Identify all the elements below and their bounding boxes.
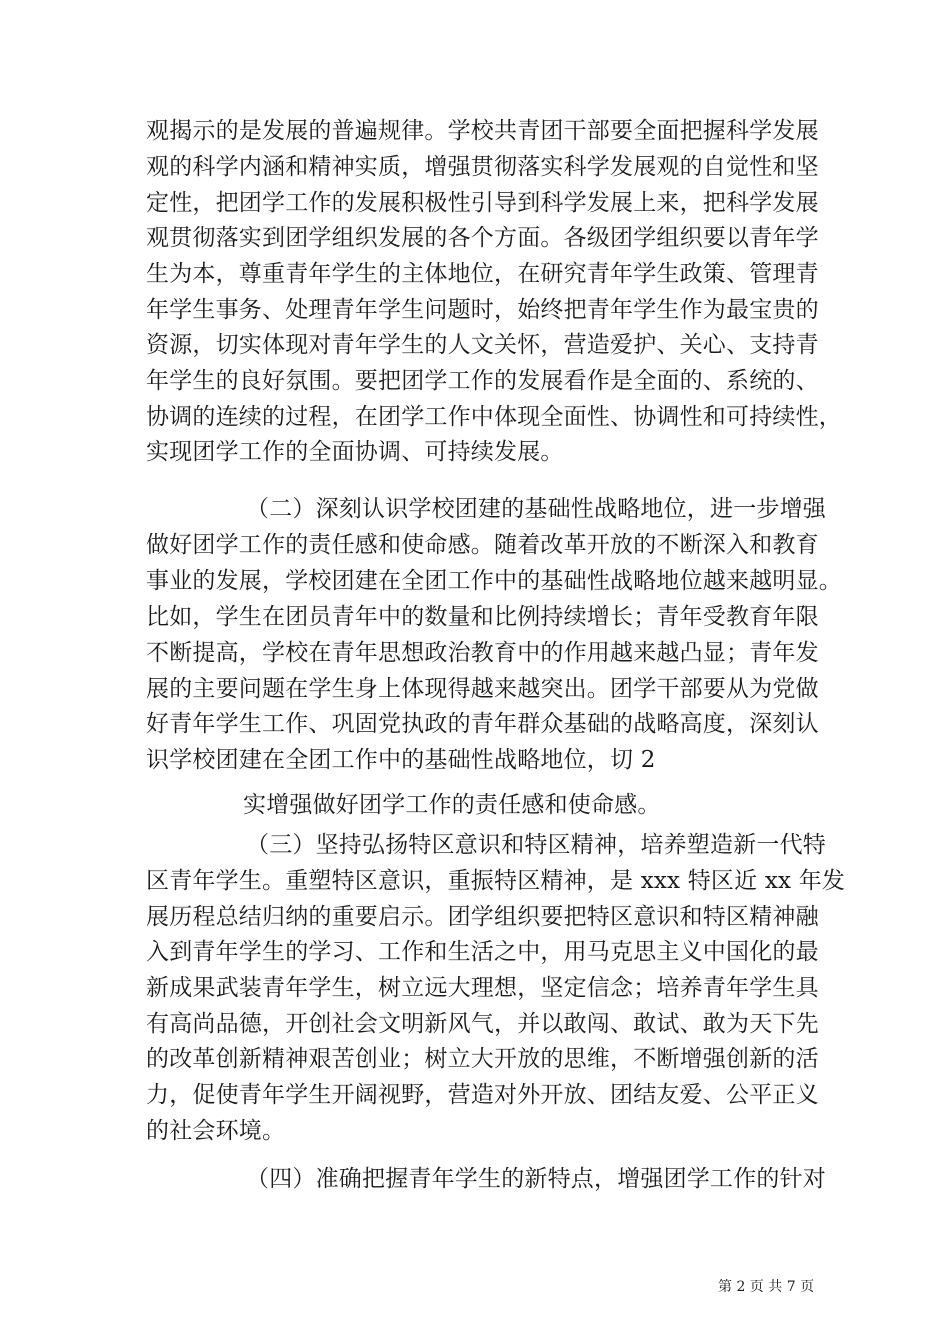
text-line: 好青年学生工作、巩固党执政的青年群众基础的战略高度，深刻认 xyxy=(146,711,819,737)
section-heading-3: （三）坚持弘扬特区意识和特区精神，培养塑造新一代特 xyxy=(246,832,826,858)
text-line: 展历程总结归纳的重要启示。团学组织要把特区意识和特区精神融 xyxy=(146,904,819,930)
text-line: 入到青年学生的学习、工作和生活之中，用马克思主义中国化的最 xyxy=(146,939,819,965)
text-line: 生为本，尊重青年学生的主体地位，在研究青年学生政策、管理青 xyxy=(146,261,819,287)
text-line: 展的主要问题在学生身上体现得越来越突出。团学干部要从为党做 xyxy=(146,676,819,702)
text-line: 观贯彻落实到团学组织发展的各个方面。各级团学组织要以青年学 xyxy=(146,225,819,251)
text-line: 不断提高，学校在青年思想政治教育中的作用越来越凸显；青年发 xyxy=(146,640,819,666)
text-line: 观的科学内涵和精神实质，增强贯彻落实科学发展观的自觉性和坚 xyxy=(146,154,819,180)
page-number-footer: 第 2 页 共 7 页 xyxy=(718,1279,815,1295)
text-line: 年学生的良好氛围。要把团学工作的发展看作是全面的、系统的、 xyxy=(146,368,819,394)
text-line: 新成果武装青年学生，树立远大理想，坚定信念；培养青年学生具 xyxy=(146,975,819,1001)
section-heading-4: （四）准确把握青年学生的新特点，增强团学工作的针对 xyxy=(246,1166,826,1192)
text-line: 实增强做好团学工作的责任感和使命感。 xyxy=(243,792,661,818)
section-heading-2: （二）深刻认识学校团建的基础性战略地位，进一步增强 xyxy=(246,496,826,522)
text-line: 事业的发展，学校团建在全团工作中的基础性战略地位越来越明显。 xyxy=(146,568,842,594)
text-line: 定性，把团学工作的发展积极性引导到科学发展上来，把科学发展 xyxy=(146,190,819,216)
text-line: 区青年学生。重塑特区意识，重振特区精神，是 xxx 特区近 xx 年发 xyxy=(146,868,846,894)
text-line: 做好团学工作的责任感和使命感。随着改革开放的不断深入和教育 xyxy=(146,532,819,558)
text-line: 识学校团建在全团工作中的基础性战略地位，切 2 xyxy=(146,747,656,773)
text-line: 观揭示的是发展的普遍规律。学校共青团干部要全面把握科学发展 xyxy=(146,118,819,144)
text-line: 力，促使青年学生开阔视野，营造对外开放、团结友爱、公平正义 xyxy=(146,1082,819,1108)
text-line: 资源，切实体现对青年学生的人文关怀，营造爱护、关心、支持青 xyxy=(146,332,819,358)
text-line: 的社会环境。 xyxy=(146,1118,286,1144)
text-line: 的改革创新精神艰苦创业；树立大开放的思维，不断增强创新的活 xyxy=(146,1046,819,1072)
text-line: 有高尚品德，开创社会文明新风气，并以敢闯、敢试、敢为天下先 xyxy=(146,1011,819,1037)
text-line: 比如，学生在团员青年中的数量和比例持续增长；青年受教育年限 xyxy=(146,604,819,630)
text-line: 实现团学工作的全面协调、可持续发展。 xyxy=(146,439,564,465)
text-line: 年学生事务、处理青年学生问题时，始终把青年学生作为最宝贵的 xyxy=(146,297,819,323)
text-line: 协调的连续的过程，在团学工作中体现全面性、协调性和可持续性， xyxy=(146,404,842,430)
